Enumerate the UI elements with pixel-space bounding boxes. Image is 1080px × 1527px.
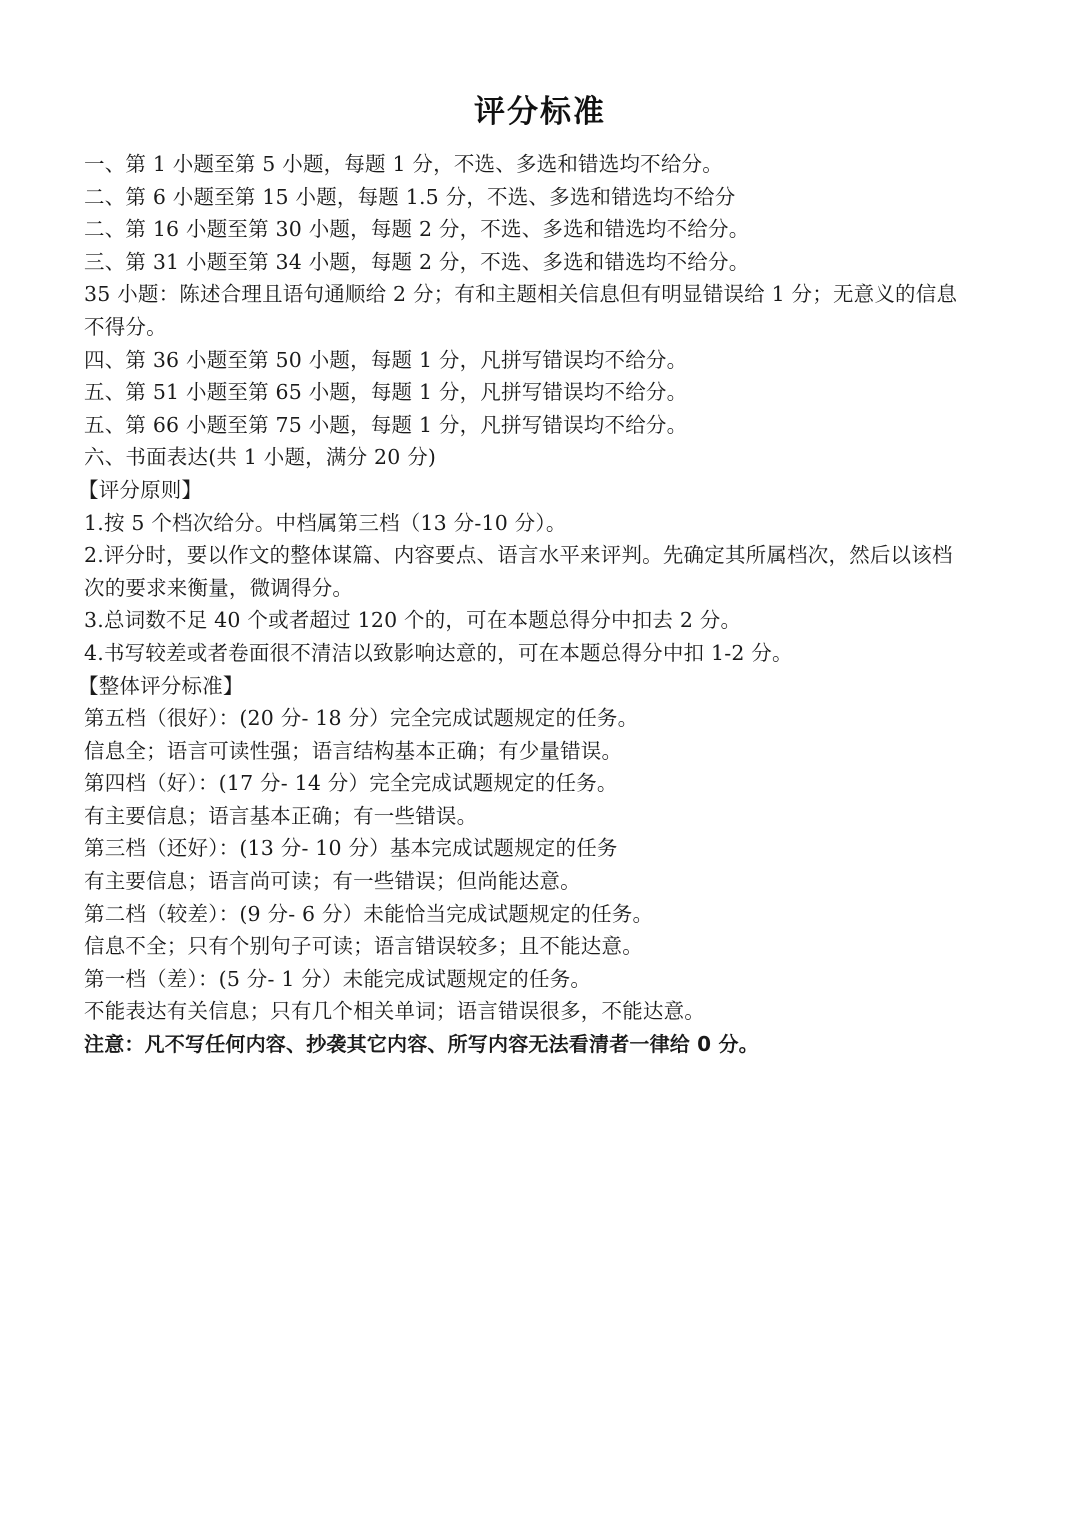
- text-line-grade-4-desc: 有主要信息；语言基本正确；有一些错误。: [84, 803, 478, 828]
- section-heading-principles: 【评分原则】: [78, 477, 203, 502]
- text-line-q51-65: 五、第 51 小题至第 65 小题，每题 1 分，凡拼写错误均不给分。: [84, 380, 688, 405]
- document-body: [78, 148, 1014, 1061]
- text-line-principle-4: 4.书写较差或者卷面很不清洁以致影响达意的，可在本题总得分中扣 1-2 分。: [84, 640, 793, 665]
- text-line-grade-3-desc: 有主要信息；语言尚可读；有一些错误；但尚能达意。: [84, 869, 581, 894]
- text-line-grade-5-desc: 信息全；语言可读性强；语言结构基本正确；有少量错误。: [84, 738, 623, 763]
- text-line-q36-50: 四、第 36 小题至第 50 小题，每题 1 分，凡拼写错误均不给分。: [84, 347, 688, 372]
- text-line-mc-6-15: 二、第 6 小题至第 15 小题，每题 1.5 分，不选、多选和错选均不给分: [84, 184, 736, 209]
- text-line-q66-75: 五、第 66 小题至第 75 小题，每题 1 分，凡拼写错误均不给分。: [84, 412, 688, 437]
- text-line-principle-2-cont: 次的要求来衡量，微调得分。: [84, 575, 354, 600]
- text-line-grade-1: 第一档（差）：(5 分- 1 分）未能完成试题规定的任务。: [84, 966, 592, 991]
- text-line-mc-31-34: 三、第 31 小题至第 34 小题，每题 2 分，不选、多选和错选均不给分。: [84, 249, 750, 274]
- text-line-grade-5: 第五档（很好）：(20 分- 18 分）完全完成试题规定的任务。: [84, 706, 639, 731]
- text-line-grade-4: 第四档（好）：(17 分- 14 分）完全完成试题规定的任务。: [84, 771, 618, 796]
- text-line-mc-1-5: 一、第 1 小题至第 5 小题，每题 1 分，不选、多选和错选均不给分。: [84, 152, 723, 176]
- text-line-principle-3: 3.总词数不足 40 个或者超过 120 个的，可在本题总得分中扣去 2 分。: [84, 608, 742, 633]
- text-line-grade-2-desc: 信息不全；只有个别句子可读；语言错误较多；且不能达意。: [84, 934, 643, 959]
- text-line-mc-16-30: 二、第 16 小题至第 30 小题，每题 2 分，不选、多选和错选均不给分。: [84, 217, 750, 242]
- text-line-grade-3: 第三档（还好）：(13 分- 10 分）基本完成试题规定的任务: [84, 836, 618, 861]
- note-line: 注意：凡不写任何内容、抄袭其它内容、所写内容无法看清者一律给 0 分。: [84, 1032, 759, 1057]
- text-line-principle-1: 1.按 5 个档次给分。中档属第三档（13 分-10 分）。: [84, 510, 567, 535]
- text-line-q35: 35 小题：陈述合理且语句通顺给 2 分；有和主题相关信息但有明显错误给 1 分；无意义的信息: [84, 282, 958, 307]
- page-title: 评分标准: [474, 94, 606, 130]
- text-line-grade-1-desc: 不能表达有关信息；只有几个相关单词；语言错误很多，不能达意。: [84, 999, 705, 1024]
- text-line-grade-2: 第二档（较差）：(9 分- 6 分）未能恰当完成试题规定的任务。: [84, 901, 654, 926]
- text-line-q35-cont: 不得分。: [84, 314, 167, 339]
- text-line-principle-2: 2.评分时，要以作文的整体谋篇、内容要点、语言水平来评判。先确定其所属档次，然后以该档: [84, 543, 953, 568]
- text-line-writing: 六、书面表达(共 1 小题，满分 20 分): [84, 445, 437, 470]
- section-heading-overall-standard: 【整体评分标准】: [78, 673, 244, 698]
